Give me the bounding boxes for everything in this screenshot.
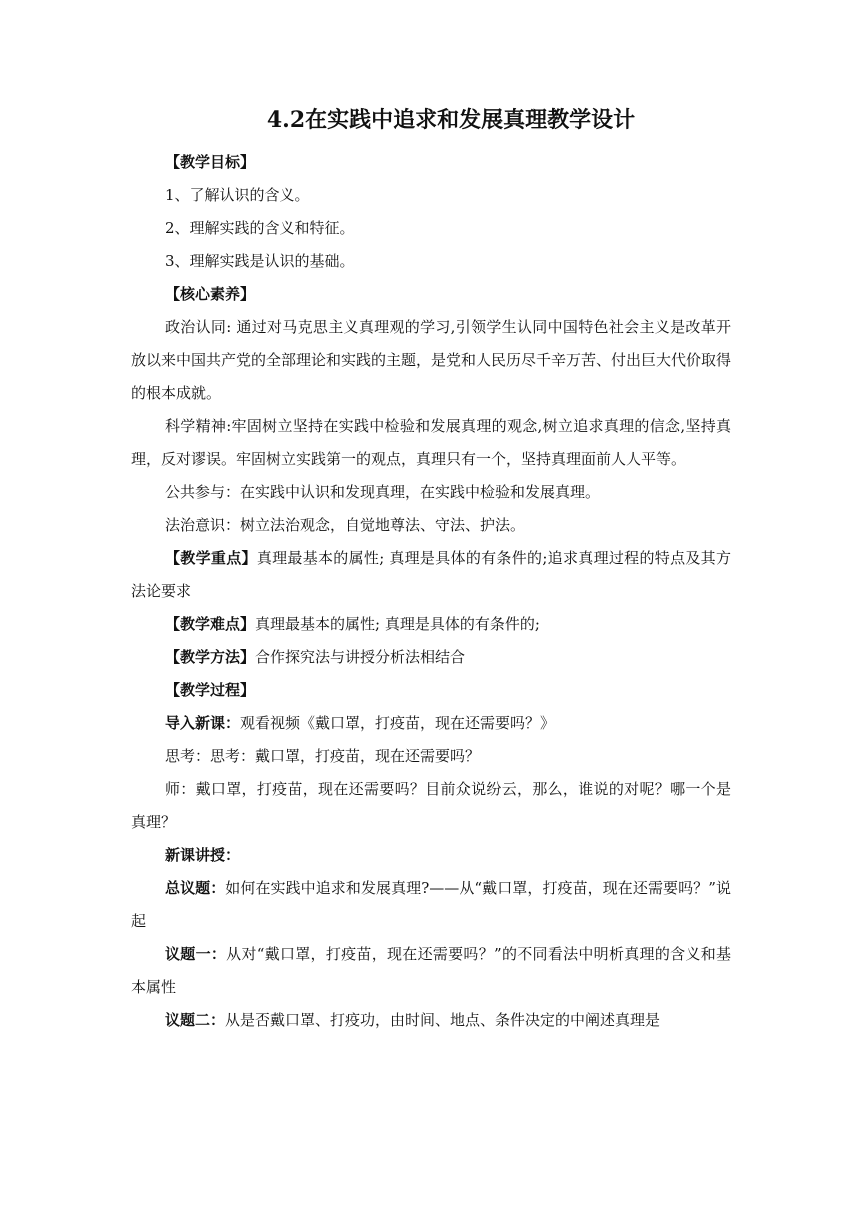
topic-one-paragraph [131, 938, 731, 1004]
teacher-paragraph: 师：戴口罩，打疫苗，现在还需要吗？目前众说纷云，那么，谁说的对呢？哪一个是真理？ [131, 780, 731, 831]
literacy-public: 公共参与：在实践中认识和发现真理，在实践中检验和发展真理。 [165, 483, 601, 501]
topic-one-label: 议题一： [165, 945, 227, 963]
topic-two-text: 从是否戴口罩、打疫功，由时间、地点、条件决定的中阐述真理是 [225, 1011, 661, 1029]
topic-one-text: 从对“戴口罩，打疫苗，现在还需要吗？”的不同看法中明析真理的含义和基本属性 [131, 945, 731, 996]
methods-paragraph [131, 641, 731, 674]
literacy-science: 科学精神:牢固树立坚持在实践中检验和发展真理的观念,树立追求真理的信念,坚持真理，反对谬误。牢固树立实践第一的观点，真理只有一个，坚持真理面前人人平等。 [131, 417, 731, 468]
literacy-heading: 【核心素养】 [165, 285, 256, 303]
literacy-law: 法治意识：树立法治观念，自觉地尊法、守法、护法。 [165, 516, 526, 534]
intro-paragraph [131, 707, 731, 740]
key-points-paragraph [131, 542, 731, 608]
objective-item: 1、了解认识的含义。 [165, 186, 310, 204]
intro-text: 观看视频《戴口罩，打疫苗，现在还需要吗？》 [240, 714, 556, 732]
process-heading: 【教学过程】 [165, 681, 256, 699]
difficulties-text: 真理最基本的属性; 真理是具体的有条件的; [255, 615, 540, 633]
difficulties-label: 【教学难点】 [165, 615, 256, 633]
intro-label: 导入新课： [165, 714, 241, 732]
literacy-political: 政治认同: 通过对马克思主义真理观的学习,引领学生认同中国特色社会主义是改革开放以来中国共产党的全部理论和实践的主题，是党和人民历尽千辛万苦、付出巨大代价取得的根本成就。 [131, 318, 732, 402]
methods-text: 合作探究法与讲授分析法相结合 [255, 648, 466, 666]
key-points-text: 真理最基本的属性; 真理是具体的有条件的;追求真理过程的特点及其方法论要求 [131, 549, 731, 600]
topic-main-text: 如何在实践中追求和发展真理?——从“戴口罩，打疫苗，现在还需要吗？”说起 [131, 879, 731, 930]
document-title: 4.2在实践中追求和发展真理教学设计 [266, 107, 636, 133]
new-lesson-label: 新课讲授： [165, 846, 241, 864]
methods-label: 【教学方法】 [165, 648, 256, 666]
topic-two-paragraph [131, 1004, 731, 1037]
objective-item: 2、理解实践的含义和特征。 [165, 219, 355, 237]
key-points-label: 【教学重点】 [165, 549, 257, 567]
topic-main-paragraph [131, 872, 731, 938]
topic-two-label: 议题二： [165, 1011, 226, 1029]
think-paragraph: 思考：思考：戴口罩，打疫苗，现在还需要吗？ [165, 747, 481, 765]
objectives-heading: 【教学目标】 [165, 153, 256, 171]
topic-main-label: 总议题： [165, 879, 226, 897]
objective-item: 3、理解实践是认识的基础。 [165, 252, 355, 270]
difficulties-paragraph [131, 608, 731, 641]
document-page [131, 104, 731, 1037]
